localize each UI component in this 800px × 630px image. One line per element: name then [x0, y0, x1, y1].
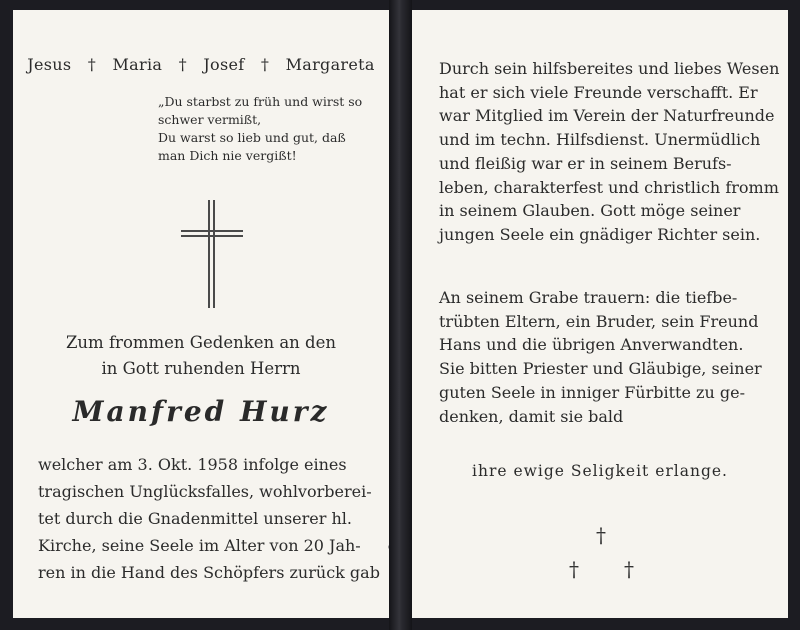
- verse-line: schwer vermißt,: [158, 112, 262, 127]
- deceased-name: Manfred Hurz: [72, 395, 330, 428]
- verse-line: Du warst so lieb und gut, daß: [158, 130, 346, 145]
- paragraph-line: guten Seele in inniger Fürbitte zu ge-: [439, 382, 745, 402]
- card-fold-spine: [389, 0, 412, 630]
- double-line-cross-icon: [181, 200, 243, 308]
- death-notice-text: [38, 451, 378, 586]
- biography-paragraph: [439, 57, 780, 247]
- small-cross-icon: †: [624, 557, 634, 581]
- paragraph-line: denken, damit sie bald: [439, 406, 624, 426]
- name-margareta: Margareta: [285, 55, 375, 74]
- cross-separator-icon: †: [260, 55, 270, 74]
- paragraph-line: Hans und die übrigen Anverwandten.: [439, 335, 744, 355]
- cross-separator-icon: †: [87, 55, 97, 74]
- paragraph-line: An seinem Grabe trauern: die tiefbe-: [439, 288, 738, 307]
- paragraph-line: trübten Eltern, ein Bruder, sein Freund: [439, 311, 759, 331]
- name-josef: Josef: [203, 55, 245, 74]
- paragraph-line: Sie bitten Priester und Gläubige, seiner: [439, 359, 762, 379]
- body-line: tet durch die Gnadenmittel unserer hl.: [38, 509, 352, 528]
- memorial-line: Zum frommen Gedenken an den: [65, 333, 337, 352]
- memorial-line: in Gott ruhenden Herrn: [101, 359, 301, 378]
- paragraph-line: Durch sein hilfsbereites und liebes Wesen: [439, 59, 780, 78]
- paragraph-line: und im techn. Hilfsdienst. Unermüdlich: [439, 130, 761, 150]
- holy-names-line: [13, 55, 389, 74]
- paragraph-line: jungen Seele ein gnädiger Richter sein.: [439, 224, 761, 244]
- paragraph-line: in seinem Glauben. Gott möge seiner: [439, 201, 741, 221]
- body-line: tragischen Unglücksfalles, wohlvorberei-: [38, 482, 372, 501]
- cross-separator-icon: †: [178, 55, 187, 74]
- memorial-verse: [158, 93, 380, 165]
- paragraph-line: war Mitglied im Verein der Naturfreunde: [439, 106, 775, 126]
- name-jesus: Jesus: [27, 55, 72, 74]
- paragraph-line: und fleißig war er in seinem Berufs-: [439, 153, 732, 173]
- right-page: [412, 10, 788, 618]
- closing-line: ihre ewige Seligkeit erlange.: [472, 462, 728, 480]
- body-line: ren in die Hand des Schöpfers zurück gab: [38, 563, 380, 582]
- verse-line: man Dich nie vergißt!: [158, 148, 297, 163]
- left-page: [13, 10, 389, 618]
- name-maria: Maria: [112, 55, 163, 74]
- body-line: Kirche, seine Seele im Alter von 20 Jah-: [38, 536, 361, 555]
- small-cross-icon: †: [569, 557, 579, 581]
- small-cross-icon: †: [596, 523, 606, 547]
- verse-line: „Du starbst zu früh und wirst so: [158, 94, 363, 109]
- memorial-heading: [13, 330, 389, 382]
- body-line: welcher am 3. Okt. 1958 infolge eines: [38, 455, 347, 474]
- mourners-paragraph: [439, 286, 771, 428]
- paragraph-line: leben, charakterfest und christlich fromm: [439, 177, 779, 197]
- paragraph-line: hat er sich viele Freunde verschafft. Er: [439, 82, 758, 102]
